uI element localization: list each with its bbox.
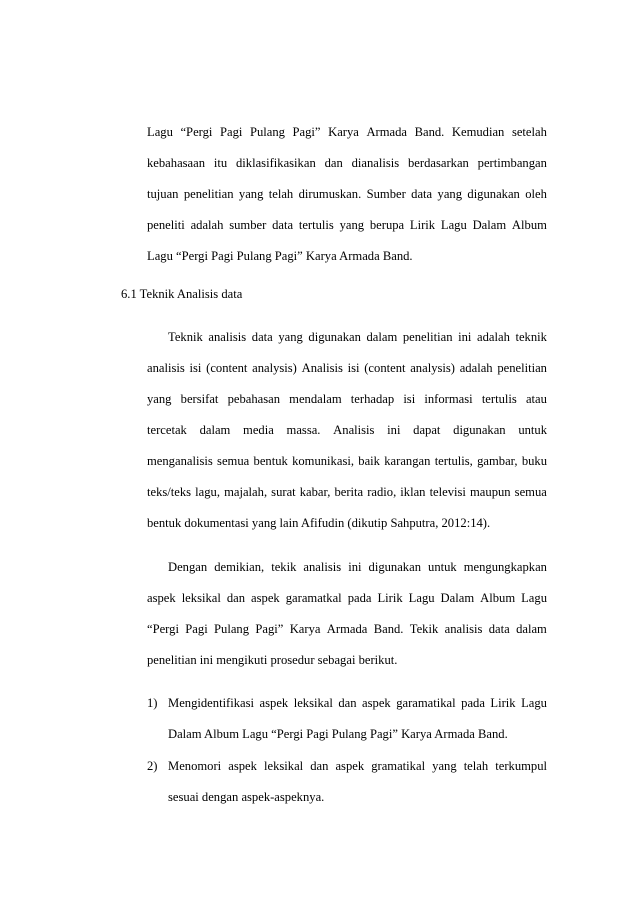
section-heading: 6.1 Teknik Analisis data — [121, 287, 243, 301]
paragraph-line: bentuk dokumentasi yang lain Afifudin (dikutip Sahputra, 2012:14). — [147, 516, 491, 530]
paragraph-line: aspek leksikal dan aspek garamatkal pada Lirik Lagu Dalam Album Lagu — [147, 591, 547, 605]
list-item-line: Mengidentifikasi aspek leksikal dan aspek garamatikal pada Lirik Lagu — [168, 696, 547, 710]
paragraph-line: menganalisis semua bentuk komunikasi, baik karangan tertulis, gambar, buku — [147, 454, 547, 468]
paragraph-line: penelitian ini mengikuti prosedur sebagai berikut. — [147, 653, 398, 667]
paragraph-line: tujuan penelitian yang telah dirumuskan. Sumber data yang digunakan oleh — [147, 187, 547, 201]
list-item-line: Dalam Album Lagu “Pergi Pagi Pulang Pagi” Karya Armada Band. — [168, 727, 508, 741]
paragraph-line: Lagu “Pergi Pagi Pulang Pagi” Karya Armada Band. — [147, 249, 413, 263]
paragraph-line: tercetak dalam media massa. Analisis ini dapat digunakan untuk — [147, 423, 547, 437]
paragraph-line: yang bersifat pebahasan mendalam terhadap isi informasi tertulis atau — [147, 392, 547, 406]
list-item-line: sesuai dengan aspek-aspeknya. — [168, 790, 325, 804]
paragraph-line: peneliti adalah sumber data tertulis yang berupa Lirik Lagu Dalam Album — [147, 218, 547, 232]
paragraph-line: Dengan demikian, tekik analisis ini digunakan untuk mengungkapkan — [168, 560, 547, 574]
paragraph-line: “Pergi Pagi Pulang Pagi” Karya Armada Band. Tekik analisis data dalam — [147, 622, 547, 636]
list-item-number: 1) — [147, 696, 158, 710]
list-item-number: 2) — [147, 759, 158, 773]
paragraph-line: Teknik analisis data yang digunakan dalam penelitian ini adalah teknik — [168, 330, 547, 344]
paragraph-line: teks/teks lagu, majalah, surat kabar, berita radio, iklan televisi maupun semua — [147, 485, 547, 499]
paragraph-line: Lagu “Pergi Pagi Pulang Pagi” Karya Armada Band. Kemudian setelah — [147, 125, 547, 139]
paragraph-line: analisis isi (content analysis) Analisis isi (content analysis) adalah penelitian — [147, 361, 547, 375]
list-item-line: Menomori aspek leksikal dan aspek gramatikal yang telah terkumpul — [168, 759, 547, 773]
paragraph-line: kebahasaan itu diklasifikasikan dan dianalisis berdasarkan pertimbangan — [147, 156, 547, 170]
